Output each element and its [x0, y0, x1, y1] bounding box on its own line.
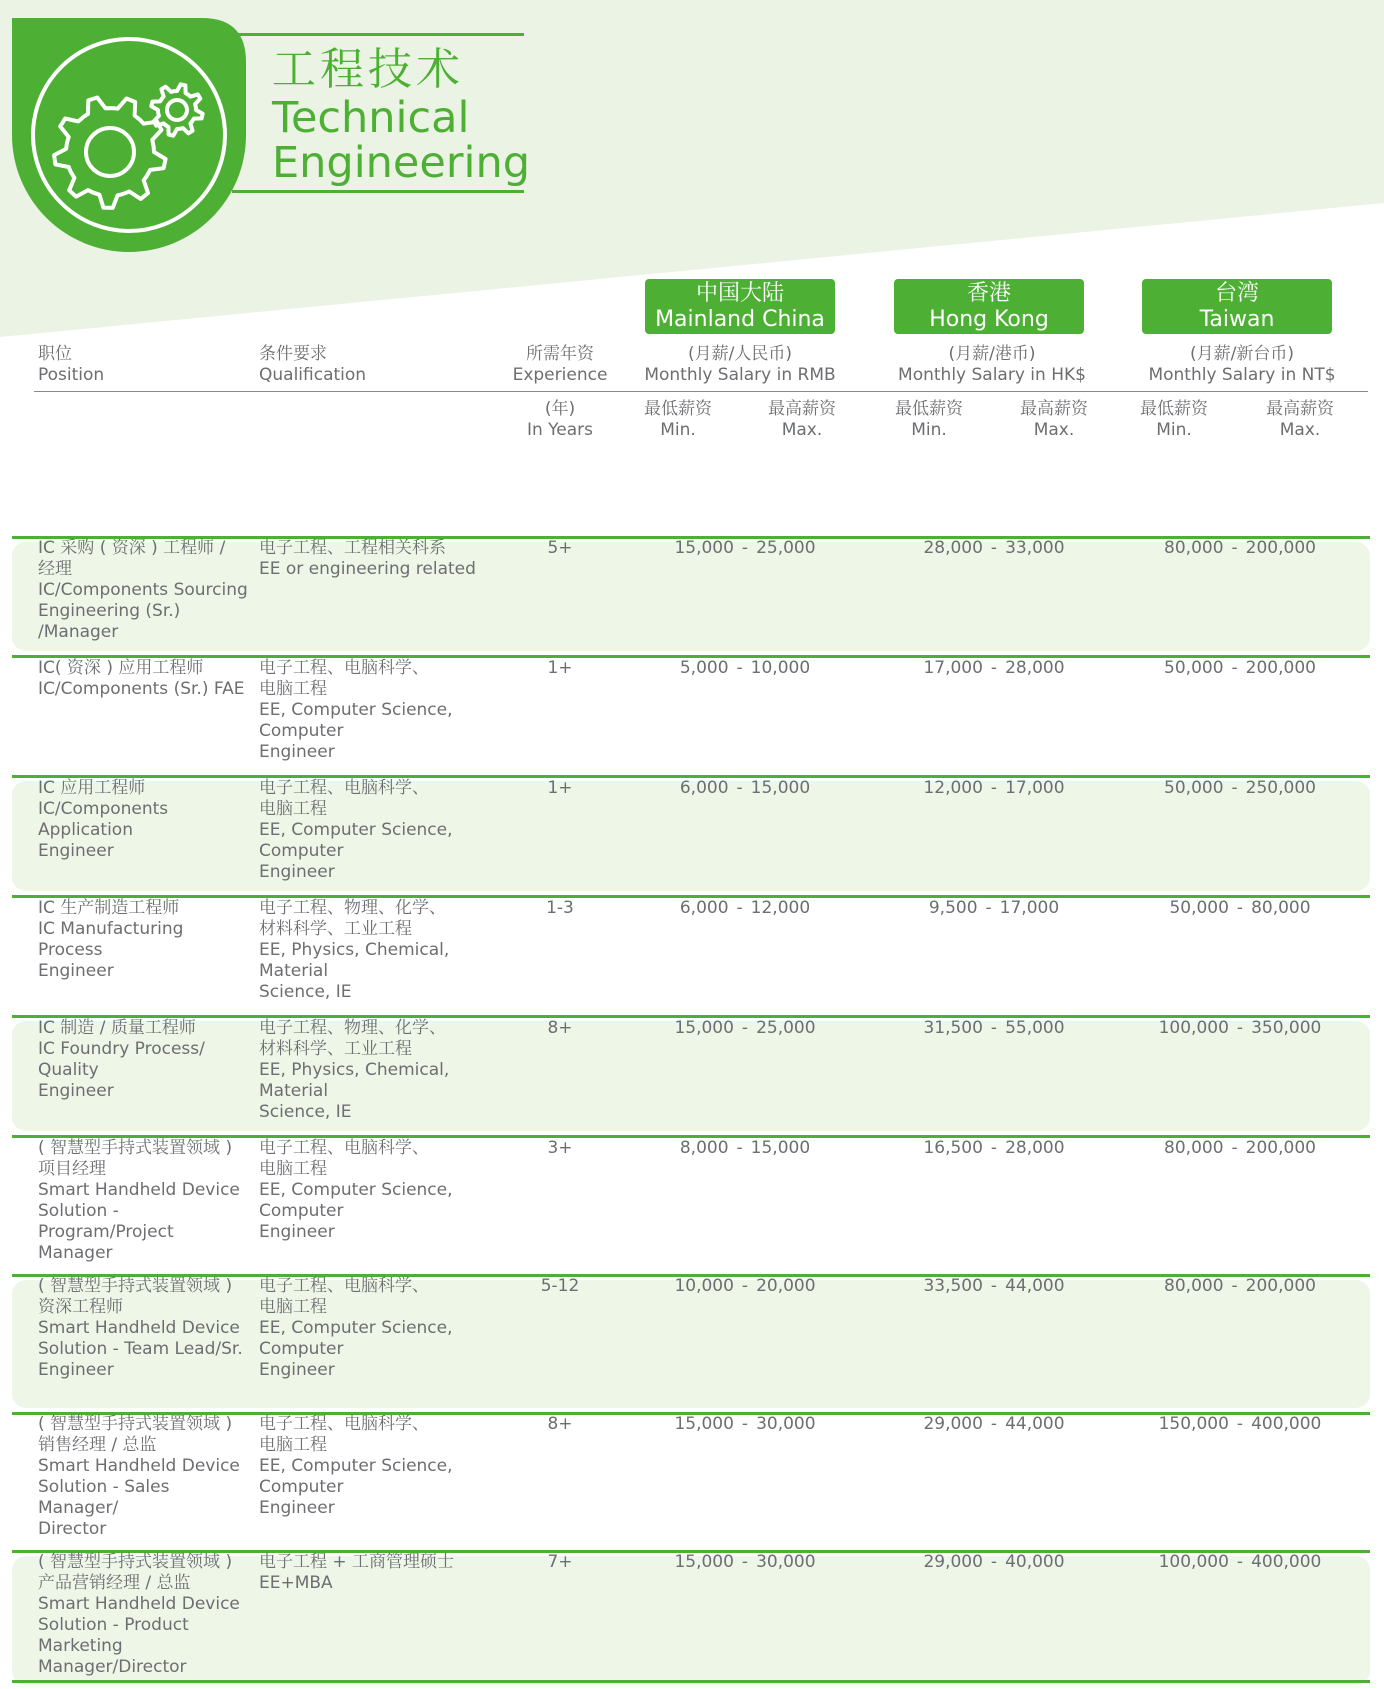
- table-cell-qualification: [259, 538, 509, 580]
- position-line: Engineer: [38, 841, 114, 861]
- salary-min: 17,000: [923, 658, 983, 678]
- position-line: Solution - Program/Project: [38, 1201, 174, 1242]
- salary-max: 200,000: [1245, 1138, 1316, 1158]
- salary-min: 6,000: [679, 778, 729, 798]
- salary-max: 44,000: [1005, 1414, 1065, 1434]
- sub-label-en: Min.: [911, 420, 947, 440]
- qualification-line: Engineer: [259, 742, 335, 762]
- position-line: Solution - Team Lead/Sr.: [38, 1339, 243, 1359]
- qualification-line: 电脑工程: [259, 799, 327, 819]
- region-en-label: Taiwan: [1199, 307, 1275, 332]
- salary-min: 80,000: [1164, 538, 1224, 558]
- range-dash: -: [741, 1018, 749, 1038]
- position-line: 资深工程师: [38, 1297, 123, 1317]
- salary-min: 29,000: [923, 1552, 983, 1572]
- table-cell-qualification: [259, 1414, 509, 1519]
- sub-label-cn: 最低薪资: [1140, 399, 1208, 419]
- position-line: IC 生产制造工程师: [38, 898, 180, 918]
- table-cell-salary-tw: [1135, 658, 1345, 679]
- qualification-line: 电子工程、电脑科学、: [259, 778, 429, 798]
- col-label-cn: 条件要求: [259, 344, 327, 364]
- position-line: IC 采购 ( 资深 ) 工程师 /: [38, 538, 226, 558]
- range-dash: -: [736, 658, 743, 678]
- salary-min: 9,500: [928, 898, 978, 918]
- range-dash: -: [741, 1552, 749, 1572]
- range-dash: -: [1231, 1138, 1238, 1158]
- salary-min: 80,000: [1164, 1276, 1224, 1296]
- salary-max: 80,000: [1251, 898, 1311, 918]
- qualification-line: EE, Computer Science, Computer: [259, 1456, 453, 1497]
- salary-max: 30,000: [756, 1552, 816, 1572]
- salary-max: 30,000: [756, 1414, 816, 1434]
- table-cell-position: [38, 778, 248, 862]
- page-title-en-line1: Technical: [272, 93, 470, 143]
- table-cell-experience: 3+: [547, 1138, 573, 1158]
- sub-label-en: Min.: [660, 420, 696, 440]
- position-line: 项目经理: [38, 1159, 106, 1179]
- salary-max: 20,000: [756, 1276, 816, 1296]
- page-title-en-line2: Engineering: [272, 138, 530, 188]
- unit-en: Monthly Salary in RMB: [644, 365, 836, 385]
- qualification-line: 电脑工程: [259, 1297, 327, 1317]
- table-cell-position: [38, 1552, 248, 1678]
- position-line: Director: [38, 1519, 107, 1539]
- salary-max: 200,000: [1245, 658, 1316, 678]
- qualification-line: 电子工程、电脑科学、: [259, 1276, 429, 1296]
- col-label-cn: 所需年资: [526, 344, 594, 364]
- salary-min: 29,000: [923, 1414, 983, 1434]
- table-cell-salary-cn: [640, 1276, 850, 1297]
- table-cell-salary-hk: [889, 1276, 1099, 1297]
- table-cell-salary-tw: [1135, 1018, 1345, 1039]
- qualification-line: EE+MBA: [259, 1573, 333, 1593]
- position-line: IC 应用工程师: [38, 778, 146, 798]
- table-cell-qualification: [259, 658, 509, 763]
- qualification-line: Engineer: [259, 1498, 335, 1518]
- range-dash: -: [985, 898, 992, 918]
- region-badge-mainland: [645, 279, 835, 334]
- qualification-line: EE, Physics, Chemical, Material: [259, 1060, 450, 1101]
- salary-max: 17,000: [999, 898, 1060, 918]
- qualification-line: 电脑工程: [259, 1159, 327, 1179]
- sub-label-en: Max.: [781, 420, 823, 440]
- salary-max: 28,000: [1005, 1138, 1065, 1158]
- qualification-line: 电脑工程: [259, 1435, 327, 1455]
- col-subheader-years: [510, 399, 610, 441]
- table-cell-salary-tw: [1135, 898, 1345, 919]
- salary-max: 200,000: [1245, 1276, 1316, 1296]
- table-cell-position: [38, 1018, 248, 1102]
- table-cell-salary-tw: [1135, 1414, 1345, 1435]
- salary-max: 400,000: [1251, 1414, 1322, 1434]
- qualification-line: EE, Computer Science, Computer: [259, 700, 453, 741]
- unit-en: Monthly Salary in HK$: [898, 365, 1086, 385]
- range-dash: -: [741, 538, 749, 558]
- sub-label-cn: 最高薪资: [1266, 399, 1334, 419]
- position-line: ( 智慧型手持式装置领域 ): [38, 1138, 233, 1158]
- position-line: Engineer: [38, 1081, 114, 1101]
- range-dash: -: [1231, 778, 1238, 798]
- qualification-line: EE, Computer Science, Computer: [259, 1180, 453, 1221]
- salary-max: 25,000: [756, 538, 816, 558]
- col-subheader-hk-max: [1004, 399, 1104, 441]
- table-cell-experience: 5-12: [540, 1276, 580, 1296]
- table-cell-salary-hk: [889, 1018, 1099, 1039]
- position-line: 产品营销经理 / 总监: [38, 1573, 191, 1593]
- table-cell-position: [38, 898, 248, 982]
- table-cell-position: [38, 1276, 248, 1381]
- qualification-line: Science, IE: [259, 982, 352, 1002]
- salary-max: 25,000: [756, 1018, 816, 1038]
- sub-label-en: Max.: [1033, 420, 1075, 440]
- header-divider: [34, 391, 1368, 392]
- table-cell-salary-cn: [640, 1018, 850, 1039]
- range-dash: -: [1231, 1276, 1238, 1296]
- col-label-en: Position: [38, 365, 105, 385]
- sub-label-cn: 最低薪资: [895, 399, 963, 419]
- sub-label-cn: 最高薪资: [1020, 399, 1088, 419]
- table-cell-salary-hk: [889, 538, 1099, 559]
- qualification-line: 电子工程 + 工商管理硕士: [259, 1552, 455, 1572]
- salary-max: 350,000: [1251, 1018, 1322, 1038]
- col-header-unit-mainland: [630, 344, 850, 386]
- table-cell-salary-tw: [1135, 1276, 1345, 1297]
- unit-cn: (月薪/港币): [948, 344, 1036, 364]
- region-cn-label: 中国大陆: [695, 281, 784, 306]
- position-line: Solution - Product Marketing: [38, 1615, 189, 1656]
- col-label-en: Experience: [512, 365, 608, 385]
- salary-max: 28,000: [1005, 658, 1065, 678]
- salary-min: 15,000: [674, 1552, 734, 1572]
- qualification-line: 材料科学、工业工程: [259, 1039, 412, 1059]
- salary-max: 55,000: [1005, 1018, 1065, 1038]
- col-header-unit-hongkong: [882, 344, 1102, 386]
- position-line: IC 制造 / 质量工程师: [38, 1018, 196, 1038]
- salary-min: 150,000: [1158, 1414, 1229, 1434]
- salary-max: 33,000: [1005, 538, 1065, 558]
- salary-min: 15,000: [674, 1414, 734, 1434]
- salary-min: 8,000: [679, 1138, 729, 1158]
- range-dash: -: [1236, 1018, 1244, 1038]
- salary-max: 250,000: [1245, 778, 1316, 798]
- position-line: Engineer: [38, 961, 114, 981]
- qualification-line: EE, Computer Science, Computer: [259, 1318, 453, 1359]
- table-cell-salary-hk: [889, 1414, 1099, 1435]
- salary-min: 6,000: [679, 898, 729, 918]
- position-line: IC Foundry Process/ Quality: [38, 1039, 205, 1080]
- salary-min: 50,000: [1164, 778, 1224, 798]
- position-line: Smart Handheld Device: [38, 1594, 240, 1614]
- position-line: Smart Handheld Device: [38, 1180, 240, 1200]
- position-line: 销售经理 / 总监: [38, 1435, 157, 1455]
- table-cell-salary-cn: [640, 538, 850, 559]
- position-line: ( 智慧型手持式装置领域 ): [38, 1414, 233, 1434]
- table-cell-experience: 5+: [547, 538, 573, 558]
- qualification-line: 电子工程、工程相关科系: [259, 538, 446, 558]
- range-dash: -: [1231, 658, 1238, 678]
- salary-min: 80,000: [1164, 1138, 1224, 1158]
- qualification-line: 电子工程、电脑科学、: [259, 658, 429, 678]
- salary-min: 5,000: [679, 658, 729, 678]
- qualification-line: 材料科学、工业工程: [259, 919, 412, 939]
- salary-min: 33,500: [923, 1276, 983, 1296]
- sub-label-cn: 最低薪资: [644, 399, 712, 419]
- col-subheader-hk-min: [879, 399, 979, 441]
- salary-max: 15,000: [750, 778, 811, 798]
- salary-max: 40,000: [1005, 1552, 1065, 1572]
- salary-min: 50,000: [1164, 658, 1224, 678]
- table-cell-experience: 8+: [547, 1414, 573, 1434]
- col-subheader-tw-max: [1250, 399, 1350, 441]
- table-cell-position: [38, 538, 248, 643]
- title-top-rule: [232, 33, 524, 36]
- position-line: 经理: [38, 559, 72, 579]
- table-cell-experience: 7+: [547, 1552, 573, 1572]
- table-cell-experience: 1+: [547, 658, 573, 678]
- table-cell-qualification: [259, 1276, 509, 1381]
- salary-min: 28,000: [923, 538, 983, 558]
- salary-max: 12,000: [750, 898, 811, 918]
- unit-en: Monthly Salary in NT$: [1148, 365, 1336, 385]
- table-cell-qualification: [259, 1138, 509, 1243]
- region-badge-taiwan: [1142, 279, 1332, 334]
- region-cn-label: 台湾: [1214, 281, 1259, 306]
- range-dash: -: [990, 1018, 998, 1038]
- col-header-qualification: [259, 344, 366, 386]
- col-header-unit-taiwan: [1132, 344, 1352, 386]
- table-cell-salary-cn: [640, 1552, 850, 1573]
- position-line: Manager/Director: [38, 1657, 187, 1677]
- position-line: Smart Handheld Device: [38, 1456, 240, 1476]
- sub-label-cn: (年): [544, 399, 576, 419]
- salary-max: 10,000: [750, 658, 811, 678]
- table-cell-position: [38, 658, 248, 700]
- qualification-line: 电子工程、物理、化学、: [259, 1018, 446, 1038]
- unit-cn: (月薪/人民币): [688, 344, 792, 364]
- col-subheader-cn-min: [628, 399, 728, 441]
- position-line: ( 智慧型手持式装置领域 ): [38, 1276, 233, 1296]
- region-badge-hongkong: [894, 279, 1084, 334]
- position-line: Engineering (Sr.) /Manager: [38, 601, 181, 642]
- table-cell-salary-tw: [1135, 538, 1345, 559]
- range-dash: -: [990, 778, 998, 798]
- region-en-label: Hong Kong: [929, 307, 1049, 332]
- title-bottom-rule: [232, 190, 524, 193]
- table-cell-salary-hk: [889, 658, 1099, 679]
- table-cell-salary-tw: [1135, 1552, 1345, 1573]
- table-cell-qualification: [259, 778, 509, 883]
- qualification-line: 电脑工程: [259, 679, 327, 699]
- col-header-experience: [510, 344, 610, 386]
- salary-min: 100,000: [1158, 1018, 1229, 1038]
- range-dash: -: [736, 1138, 743, 1158]
- salary-min: 100,000: [1158, 1552, 1229, 1572]
- range-dash: -: [1236, 1552, 1244, 1572]
- page-title-cn: 工程技术: [272, 44, 464, 95]
- sub-label-en: In Years: [526, 420, 594, 440]
- table-cell-salary-cn: [640, 658, 850, 679]
- qualification-line: Engineer: [259, 862, 335, 882]
- range-dash: -: [990, 1138, 998, 1158]
- sub-label-en: Max.: [1279, 420, 1321, 440]
- position-line: IC Manufacturing Process: [38, 919, 184, 960]
- unit-cn: (月薪/新台币): [1190, 344, 1294, 364]
- salary-max: 200,000: [1245, 538, 1316, 558]
- table-cell-salary-cn: [640, 898, 850, 919]
- position-line: Manager: [38, 1243, 113, 1263]
- position-line: IC( 资深 ) 应用工程师: [38, 658, 204, 678]
- table-cell-salary-hk: [889, 898, 1099, 919]
- range-dash: -: [990, 1414, 998, 1434]
- table-cell-salary-tw: [1135, 778, 1345, 799]
- page-title-en: [272, 93, 530, 188]
- position-line: IC/Components Sourcing: [38, 580, 248, 600]
- qualification-line: Engineer: [259, 1360, 335, 1380]
- table-cell-position: [38, 1138, 248, 1264]
- row-divider: [12, 1680, 1370, 1683]
- qualification-line: 电子工程、物理、化学、: [259, 898, 446, 918]
- salary-min: 16,500: [923, 1138, 983, 1158]
- position-line: Engineer: [38, 1360, 114, 1380]
- qualification-line: 电子工程、电脑科学、: [259, 1138, 429, 1158]
- position-line: Solution - Sales Manager/: [38, 1477, 170, 1518]
- table-cell-qualification: [259, 898, 509, 1003]
- table-cell-salary-cn: [640, 1138, 850, 1159]
- position-line: IC/Components Application: [38, 799, 169, 840]
- table-cell-salary-hk: [889, 1138, 1099, 1159]
- col-label-en: Qualification: [259, 365, 367, 385]
- table-cell-salary-cn: [640, 778, 850, 799]
- col-subheader-tw-min: [1124, 399, 1224, 441]
- table-cell-experience: 1+: [547, 778, 573, 798]
- qualification-line: Science, IE: [259, 1102, 352, 1122]
- table-cell-experience: 1-3: [546, 898, 574, 918]
- table-cell-qualification: [259, 1018, 509, 1123]
- region-en-label: Mainland China: [655, 307, 825, 332]
- range-dash: -: [1231, 538, 1238, 558]
- range-dash: -: [990, 658, 998, 678]
- table-cell-salary-hk: [889, 1552, 1099, 1573]
- range-dash: -: [736, 898, 743, 918]
- salary-max: 44,000: [1005, 1276, 1065, 1296]
- qualification-line: EE or engineering related: [259, 559, 476, 579]
- range-dash: -: [736, 778, 743, 798]
- table-cell-position: [38, 1414, 248, 1540]
- salary-min: 12,000: [923, 778, 983, 798]
- salary-min: 15,000: [674, 1018, 734, 1038]
- position-line: ( 智慧型手持式装置领域 ): [38, 1552, 233, 1572]
- table-cell-experience: 8+: [547, 1018, 573, 1038]
- salary-max: 17,000: [1005, 778, 1065, 798]
- table-cell-salary-cn: [640, 1414, 850, 1435]
- salary-min: 31,500: [923, 1018, 983, 1038]
- col-subheader-cn-max: [752, 399, 852, 441]
- qualification-line: Engineer: [259, 1222, 335, 1242]
- range-dash: -: [990, 1552, 998, 1572]
- position-line: IC/Components (Sr.) FAE: [38, 679, 245, 699]
- qualification-line: EE, Computer Science, Computer: [259, 820, 453, 861]
- region-cn-label: 香港: [966, 281, 1011, 306]
- table-cell-salary-tw: [1135, 1138, 1345, 1159]
- salary-max: 15,000: [750, 1138, 811, 1158]
- col-header-position: [38, 344, 104, 386]
- range-dash: -: [741, 1414, 749, 1434]
- range-dash: -: [990, 538, 998, 558]
- salary-min: 15,000: [674, 538, 734, 558]
- table-cell-salary-hk: [889, 778, 1099, 799]
- sub-label-en: Min.: [1156, 420, 1192, 440]
- range-dash: -: [1236, 898, 1244, 918]
- range-dash: -: [990, 1276, 998, 1296]
- gears-icon: [12, 18, 246, 252]
- salary-min: 50,000: [1169, 898, 1229, 918]
- sub-label-cn: 最高薪资: [768, 399, 836, 419]
- salary-min: 10,000: [674, 1276, 734, 1296]
- qualification-line: 电子工程、电脑科学、: [259, 1414, 429, 1434]
- range-dash: -: [1236, 1414, 1244, 1434]
- salary-max: 400,000: [1251, 1552, 1322, 1572]
- qualification-line: EE, Physics, Chemical, Material: [259, 940, 450, 981]
- table-cell-qualification: [259, 1552, 509, 1594]
- position-line: Smart Handheld Device: [38, 1318, 240, 1338]
- col-label-cn: 职位: [38, 344, 72, 364]
- range-dash: -: [741, 1276, 749, 1296]
